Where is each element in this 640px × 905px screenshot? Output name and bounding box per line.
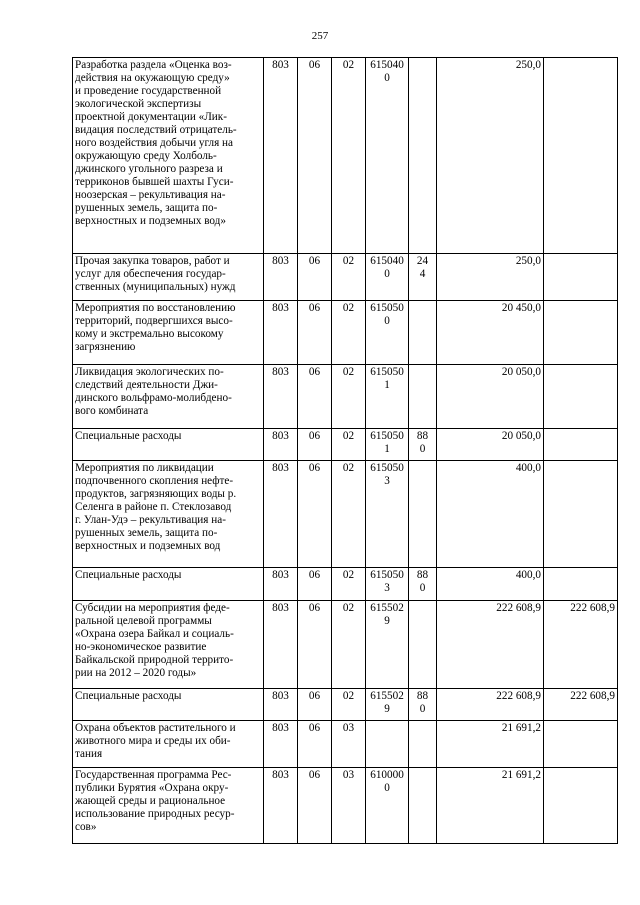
target-article-cell: 615502 9 [366, 689, 409, 721]
table-row [73, 601, 618, 689]
section-code-cell: 06 [298, 601, 332, 689]
row-name-cell: Мероприятия по восстановлению территорий, подвергшихся высо- кому и экстремально высокому загрязнению [73, 301, 264, 365]
row-name-cell: Охрана объектов растительного и животного мира и среды их оби- тания [73, 721, 264, 768]
amount-federal-cell [544, 461, 618, 568]
section-code-cell: 06 [298, 254, 332, 301]
expense-type-cell [409, 721, 437, 768]
amount-federal-cell [544, 568, 618, 601]
ministry-code-cell: 803 [264, 461, 298, 568]
amount-federal-cell [544, 429, 618, 461]
ministry-code-cell: 803 [264, 254, 298, 301]
table-row [73, 254, 618, 301]
subsection-code-cell: 02 [332, 429, 366, 461]
budget-table [72, 57, 618, 844]
row-name-cell: Специальные расходы [73, 689, 264, 721]
amount-federal-cell [544, 301, 618, 365]
expense-type-cell [409, 58, 437, 254]
amount-federal-cell [544, 768, 618, 844]
amount-cell: 222 608,9 [437, 689, 544, 721]
amount-federal-cell [544, 721, 618, 768]
page-number: 257 [311, 30, 329, 42]
target-article-cell: 615040 0 [366, 254, 409, 301]
subsection-code-cell: 03 [332, 768, 366, 844]
target-article-cell [366, 721, 409, 768]
subsection-code-cell: 02 [332, 254, 366, 301]
row-name-cell: Специальные расходы [73, 429, 264, 461]
subsection-code-cell: 02 [332, 365, 366, 429]
target-article-cell: 615050 1 [366, 429, 409, 461]
subsection-code-cell: 02 [332, 689, 366, 721]
target-article-cell: 615050 0 [366, 301, 409, 365]
amount-federal-cell [544, 254, 618, 301]
ministry-code-cell: 803 [264, 768, 298, 844]
section-code-cell: 06 [298, 461, 332, 568]
target-article-cell: 615050 1 [366, 365, 409, 429]
target-article-cell: 615050 3 [366, 461, 409, 568]
table-row [73, 429, 618, 461]
row-name-cell: Прочая закупка товаров, работ и услуг для обеспечения государ- ственных (муниципальных) нужд [73, 254, 264, 301]
ministry-code-cell: 803 [264, 721, 298, 768]
table-row [73, 58, 618, 254]
section-code-cell: 06 [298, 301, 332, 365]
table-row [73, 768, 618, 844]
subsection-code-cell: 02 [332, 568, 366, 601]
expense-type-cell [409, 461, 437, 568]
expense-type-cell [409, 301, 437, 365]
subsection-code-cell: 02 [332, 461, 366, 568]
subsection-code-cell: 02 [332, 58, 366, 254]
section-code-cell: 06 [298, 689, 332, 721]
table-row [73, 365, 618, 429]
amount-cell: 21 691,2 [437, 721, 544, 768]
row-name-cell: Мероприятия по ликвидации подпочвенного скопления нефте- продуктов, загрязняющих воды р. Селенга в районе п. Стеклозавод г. Улан-Удэ – рекультивация на- рушенных земель, защита по- верхностных и подземных вод [73, 461, 264, 568]
target-article-cell: 615040 0 [366, 58, 409, 254]
amount-cell: 400,0 [437, 568, 544, 601]
target-article-cell: 610000 0 [366, 768, 409, 844]
amount-federal-cell: 222 608,9 [544, 601, 618, 689]
expense-type-cell [409, 365, 437, 429]
amount-cell: 21 691,2 [437, 768, 544, 844]
table-row [73, 721, 618, 768]
ministry-code-cell: 803 [264, 601, 298, 689]
subsection-code-cell: 02 [332, 301, 366, 365]
section-code-cell: 06 [298, 768, 332, 844]
section-code-cell: 06 [298, 721, 332, 768]
amount-cell: 250,0 [437, 254, 544, 301]
expense-type-cell: 24 4 [409, 254, 437, 301]
section-code-cell: 06 [298, 568, 332, 601]
expense-type-cell [409, 768, 437, 844]
ministry-code-cell: 803 [264, 301, 298, 365]
expense-type-cell [409, 601, 437, 689]
section-code-cell: 06 [298, 58, 332, 254]
subsection-code-cell: 02 [332, 601, 366, 689]
amount-cell: 20 050,0 [437, 365, 544, 429]
ministry-code-cell: 803 [264, 568, 298, 601]
ministry-code-cell: 803 [264, 58, 298, 254]
amount-cell: 20 450,0 [437, 301, 544, 365]
table-row [73, 689, 618, 721]
amount-cell: 250,0 [437, 58, 544, 254]
target-article-cell: 615502 9 [366, 601, 409, 689]
amount-cell: 400,0 [437, 461, 544, 568]
table-row [73, 461, 618, 568]
expense-type-cell: 88 0 [409, 568, 437, 601]
row-name-cell: Государственная программа Рес- публики Бурятия «Охрана окру- жающей среды и рациональное использование природных ресур- сов» [73, 768, 264, 844]
ministry-code-cell: 803 [264, 429, 298, 461]
section-code-cell: 06 [298, 429, 332, 461]
expense-type-cell: 88 0 [409, 429, 437, 461]
table-row [73, 568, 618, 601]
row-name-cell: Разработка раздела «Оценка воз- действия на окужающую среду» и проведение государственной экологической экспертизы проектной документации «Лик- видация последствий отрицатель- ного воздействия добычи угля на окружающую среду Холболь- джинского угольного разреза и терриконов бывшей шахты Гуси- ноозерская – рекультивация на- рушенных земель, защита по- верхностных и подземных вод» [73, 58, 264, 254]
table-row [73, 301, 618, 365]
amount-federal-cell: 222 608,9 [544, 689, 618, 721]
ministry-code-cell: 803 [264, 365, 298, 429]
amount-cell: 20 050,0 [437, 429, 544, 461]
amount-federal-cell [544, 365, 618, 429]
subsection-code-cell: 03 [332, 721, 366, 768]
target-article-cell: 615050 3 [366, 568, 409, 601]
expense-type-cell: 88 0 [409, 689, 437, 721]
amount-federal-cell [544, 58, 618, 254]
row-name-cell: Специальные расходы [73, 568, 264, 601]
row-name-cell: Субсидии на мероприятия феде- ральной целевой программы «Охрана озера Байкал и социаль- но-экономическое развитие Байкальской природной террито- рии на 2012 – 2020 годы» [73, 601, 264, 689]
amount-cell: 222 608,9 [437, 601, 544, 689]
ministry-code-cell: 803 [264, 689, 298, 721]
section-code-cell: 06 [298, 365, 332, 429]
row-name-cell: Ликвидация экологических по- следствий деятельности Джи- динского вольфрамо-молибдено- вого комбината [73, 365, 264, 429]
